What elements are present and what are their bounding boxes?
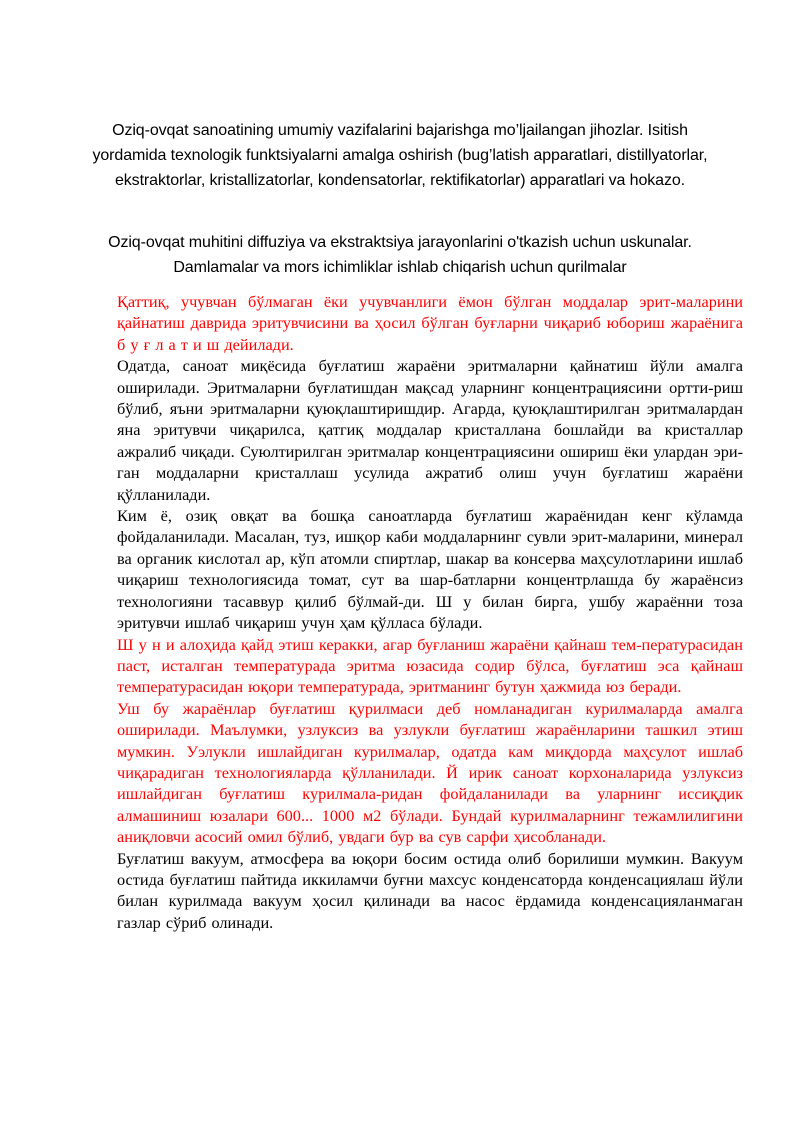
paragraph-note: Ш у н и алоҳида қайд этиш керакки, агар буғланиш жараёни қайнаш тем-пературасидан паст, исталган температурада эритма юзасида содир бўлса, буғлатиш эса қайнаш температурасидан юқори температурада, эритманинг бутун ҳажмида юз беради. xyxy=(117,634,743,697)
paragraph-vacuum: Буғлатиш вакуум, атмосфера ва юқори босим остида олиб борилиши мумкин. Вакуум остида буғлатиш пайтида иккиламчи буғни махсус конденсаторда конденсациялаш йўли билан курилмада вакуум ҳосил қилинади ва насос ёрдамида конденсацияланмаган газлар сўриб олинади. xyxy=(117,848,743,932)
section-heading-equipment: Oziq-ovqat sanoatining umumiy vazifalarini bajarishga mo’ljailangan jihozlar. Isitish yordamida texnologik funktsiyalarni amalga oshirish (bug’latish apparatlari, distillyatorlar, ekstraktorlar, kristallizatorlar, kondensatorlar, rektifikatorlar) apparatlari va hokazo. xyxy=(92,122,708,189)
paragraph-applications: Ким ё, озиқ овқат ва бошқа саноатларда буғлатиш жараёнидан кенг кўламда фойдаланилади. Масалан, туз, ишқор каби моддаларнинг сувли эрит-маларини, минерал ва органик кислотал ар, кўп атомли спиртлар, шакар ва консерва маҳсулотларини ишлаб чиқариш технологиясида томат, сут ва шар-батларни концентрлашда бу жараёнсиз технологияни тасаввур қилиб бўлмай-ди. Ш у билан бирга, ушбу жараённи тоза эритувчи ишлаб чиқариш учун ҳам қўлласа бўлади. xyxy=(117,506,743,633)
body-text xyxy=(117,291,743,933)
paragraph-apparatus: Уш бу жараёнлар буғлатиш қурилмаси деб номланадиган курилмаларда амалга оширилади. Маълумки, узлуксиз ва узлукли буғлатиш жараёнларини ташкил этиш мумкин. Уэлукли ишлайдиган курилмалар, одатда кам миқдорда маҳсулот ишлаб чиқарадиган технологияларда қўлланилади. Й ирик саноат корхоналарида узлуксиз ишлайдиган буғлатиш курилмала-ридан фойдаланилади ва уларнинг иссиқдик алмашиниш юзалари 600... 1000 м2 бўлади. Бундай курилмаларнинг тежамлилигини аниқловчи асосий омил бўлиб, увдаги бур ва сув сарфи ҳисобланади. xyxy=(117,698,743,847)
paragraph-industrial-evaporation: Одатда, саноат миқёсида буғлатиш жараёни эритмаларни қайнатиш йўли амалга оширилади. Эритмаларни буғлатишдан мақсад уларнинг концентрациясини ортти-риш бўлиб, яъни эритмаларни қуюқлаштиришдир. Агарда, қуюқлаштирилган эритмалардан яна эритувчи чиқарилса, қатгиқ моддалар кристаллана бошлайди ва кристаллар ажралиб чиқади. Суюлтирилган эритмалар концентрациясини ошириш ёки улардан эри-ган моддаларни кристаллаш усулида ажратиб олиш учун буғлатиш жараёни қўлланилади. xyxy=(117,356,743,504)
section-heading-diffusion: Oziq-ovqat muhitini diffuziya va ekstraktsiya jarayonlarini o'tkazish uchun uskunalar. Damlamalar va mors ichimliklar ishlab chiqarish uchun qurilmalar xyxy=(108,234,692,276)
paragraph-definition: Қаттиқ, учувчан бўлмаган ёки учувчанлиги ёмон бўлган моддалар эрит-маларини қайнатиш даврида эритувчисини ва ҳосил бўлган буғларни чиқариб юбориш жараёнига б у ғ л а т и ш дейилади. xyxy=(117,292,743,354)
